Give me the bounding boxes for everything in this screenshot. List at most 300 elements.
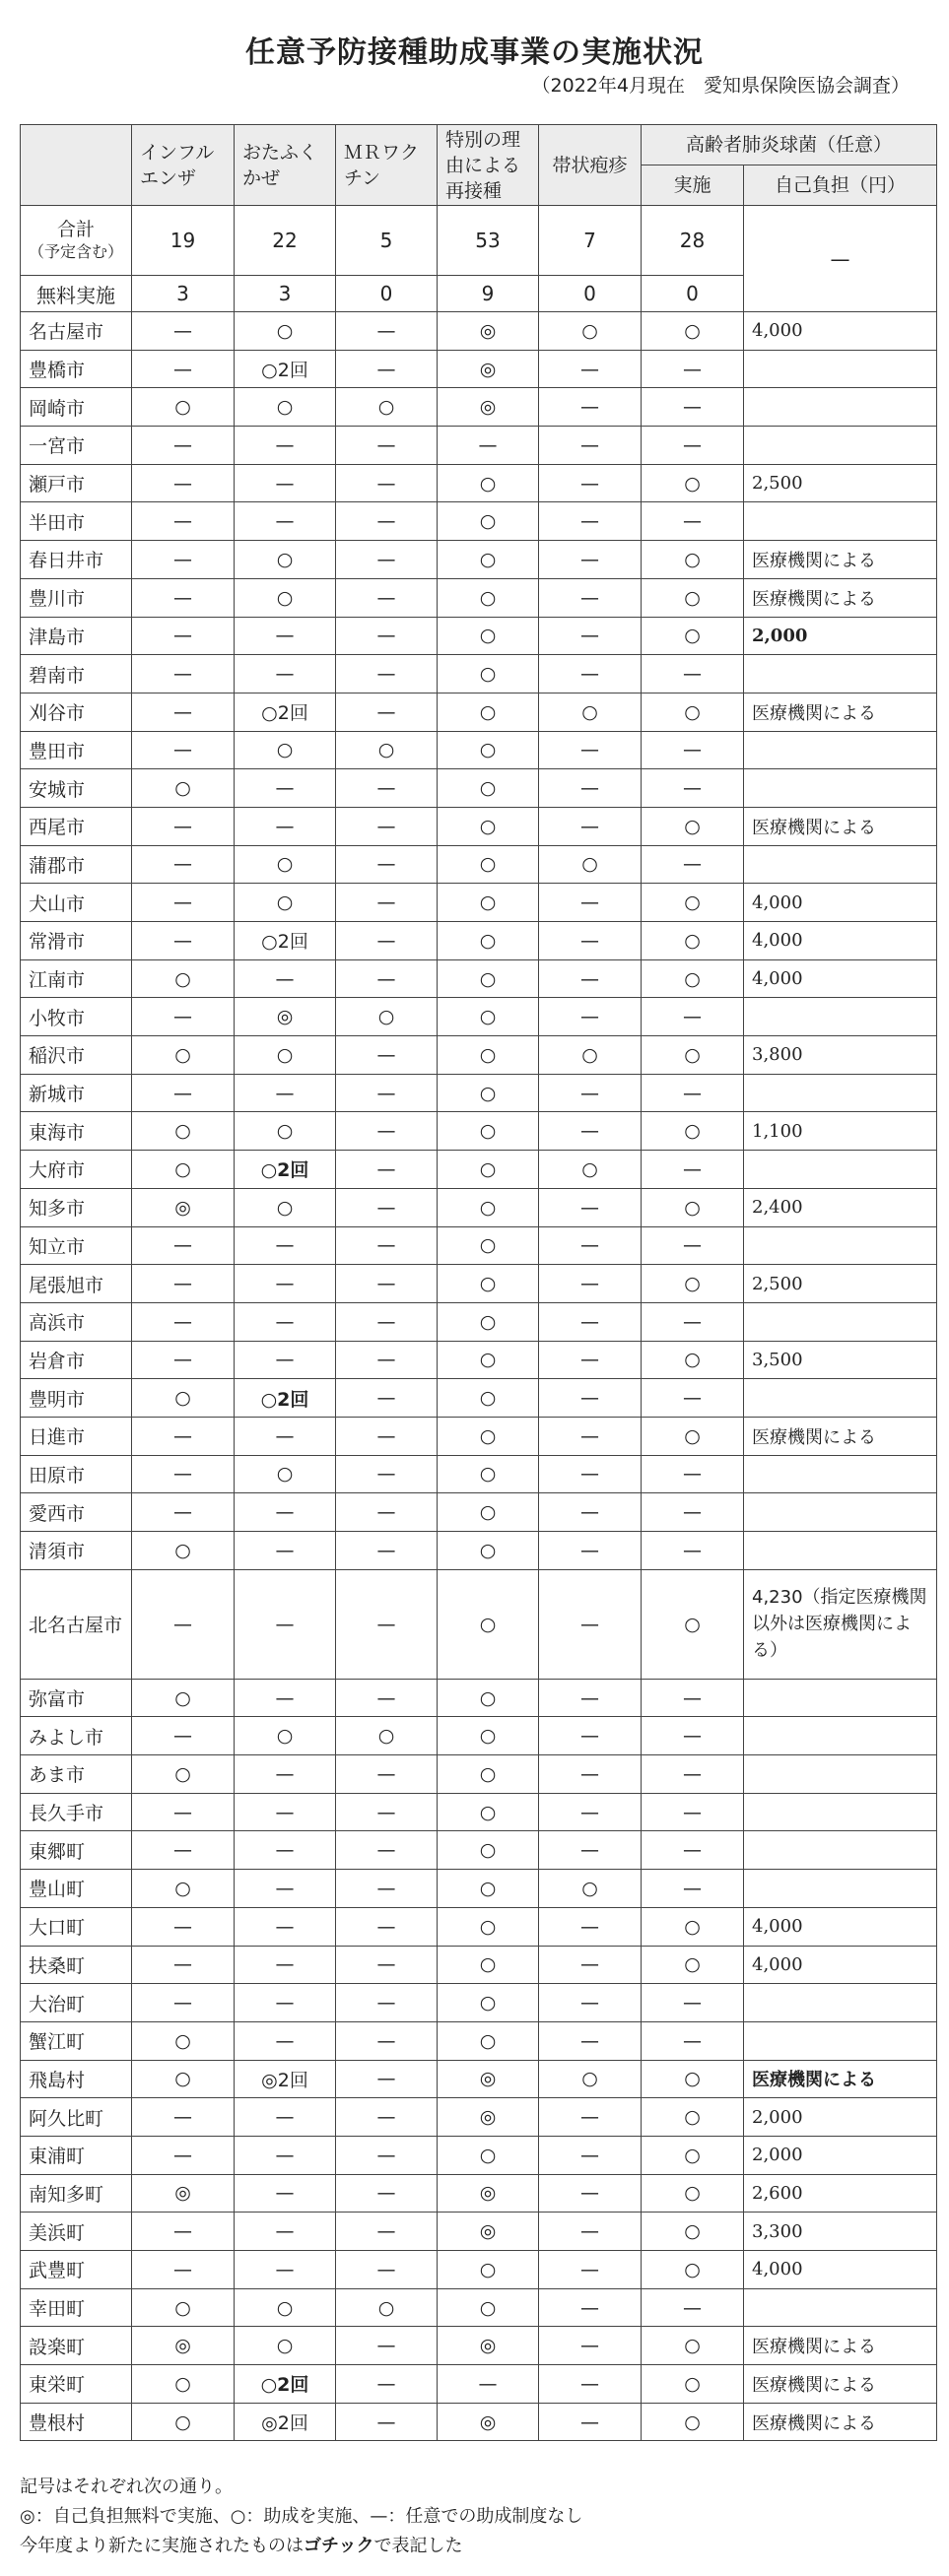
municipality-name: 蒲郡市 [21, 845, 132, 884]
municipality-name: 東浦町 [21, 2136, 132, 2174]
cell-influenza: ◎ [132, 1188, 235, 1226]
summary-rows [21, 206, 937, 312]
table-row [21, 1907, 937, 1946]
cell-special: ○ [438, 1569, 539, 1679]
cell-influenza: — [132, 2136, 235, 2174]
municipality-name: 東栄町 [21, 2365, 132, 2404]
table-row [21, 1755, 937, 1794]
cell-influenza: — [132, 693, 235, 731]
municipality-name: 武豊町 [21, 2251, 132, 2289]
cell-pneumo: — [642, 1226, 744, 1265]
cell-special: ◎ [438, 2174, 539, 2213]
cell-mr: — [336, 1226, 438, 1265]
cell-influenza: — [132, 731, 235, 769]
cell-pneumo: — [642, 1074, 744, 1112]
cell-pneumo-cost [744, 1793, 937, 1831]
cell-shingles: ○ [539, 312, 642, 351]
cell-shingles: — [539, 2136, 642, 2174]
cell-mumps: — [235, 655, 336, 694]
cell-mr: — [336, 2098, 438, 2137]
cell-mr: — [336, 769, 438, 808]
cell-shingles: — [539, 502, 642, 541]
cell-mumps: — [235, 1417, 336, 1455]
cell-mumps: ○2回 [235, 1151, 336, 1189]
cell-influenza: — [132, 1074, 235, 1112]
cell-pneumo-cost: 医療機関による [744, 693, 937, 731]
cell-pneumo-cost: 3,500 [744, 1341, 937, 1379]
table-row [21, 388, 937, 427]
cell-special: ○ [438, 998, 539, 1036]
cell-pneumo-cost [744, 1532, 937, 1570]
municipality-name: 瀬戸市 [21, 464, 132, 502]
cell-mumps: ○ [235, 2327, 336, 2365]
cell-shingles: — [539, 1112, 642, 1151]
cell-shingles: — [539, 1569, 642, 1679]
cell-pneumo-cost [744, 845, 937, 884]
cell-pneumo-cost: 4,000 [744, 922, 937, 960]
cell-influenza: — [132, 2251, 235, 2289]
cell-influenza: — [132, 1984, 235, 2022]
cell-mr: — [336, 884, 438, 922]
cell-special: ○ [438, 1455, 539, 1493]
cell-special: ◎ [438, 312, 539, 351]
cell-special: ○ [438, 1226, 539, 1265]
cell-mr: — [336, 1188, 438, 1226]
cell-mr: — [336, 2060, 438, 2098]
cell-pneumo-cost: 医療機関による [744, 807, 937, 845]
municipality-name: 大府市 [21, 1151, 132, 1189]
cell-shingles: — [539, 427, 642, 465]
cell-pneumo-cost: 医療機関による [744, 578, 937, 617]
municipality-name: 一宮市 [21, 427, 132, 465]
cell-shingles: — [539, 2365, 642, 2404]
table-row [21, 655, 937, 694]
cell-mr: — [336, 807, 438, 845]
cell-influenza: ○ [132, 1151, 235, 1189]
table-row [21, 998, 937, 1036]
cell-mr: — [336, 617, 438, 655]
cell-pneumo-cost [744, 1379, 937, 1418]
table-row [21, 2174, 937, 2213]
cell-mumps: — [235, 464, 336, 502]
cell-mr: — [336, 1984, 438, 2022]
cell-special: ○ [438, 1036, 539, 1075]
cell-mumps: — [235, 1984, 336, 2022]
cell-shingles: — [539, 1717, 642, 1755]
table-row [21, 884, 937, 922]
cell-influenza: — [132, 617, 235, 655]
cell-special: ○ [438, 464, 539, 502]
cell-influenza: — [132, 1493, 235, 1532]
cell-pneumo-cost: 1,100 [744, 1112, 937, 1151]
cell-shingles: — [539, 2327, 642, 2365]
cell-mumps: — [235, 807, 336, 845]
table-row [21, 1455, 937, 1493]
cell-influenza: — [132, 1265, 235, 1303]
municipality-name: 清須市 [21, 1532, 132, 1570]
cell-pneumo: ○ [642, 959, 744, 998]
municipality-name: 弥富市 [21, 1679, 132, 1717]
note-line-2: ◎：自己負担無料で実施、○：助成を実施、—：任意での助成制度なし [20, 2506, 583, 2527]
cell-special: ◎ [438, 2060, 539, 2098]
total-shingles: 7 [539, 206, 642, 276]
cell-pneumo: ○ [642, 1569, 744, 1679]
table-row [21, 1074, 937, 1112]
header-mr-vaccine: ＭＲワク チン [336, 125, 438, 206]
cell-pneumo-cost: 3,800 [744, 1036, 937, 1075]
cell-mr: — [336, 1907, 438, 1946]
cell-pneumo: — [642, 1717, 744, 1755]
cell-special: ○ [438, 1379, 539, 1418]
cell-pneumo-cost [744, 769, 937, 808]
cell-mumps: — [235, 502, 336, 541]
total-pneumo: 28 [642, 206, 744, 276]
table-row [21, 2136, 937, 2174]
cell-influenza: ◎ [132, 2327, 235, 2365]
cell-mumps: ○2回 [235, 1379, 336, 1418]
table-row [21, 312, 937, 351]
cell-pneumo: ○ [642, 2060, 744, 2098]
cell-shingles: — [539, 1265, 642, 1303]
cell-mr: — [336, 1417, 438, 1455]
table-row [21, 2021, 937, 2060]
cell-shingles: ○ [539, 1036, 642, 1075]
cell-shingles: ○ [539, 1870, 642, 1908]
cell-mr: — [336, 350, 438, 388]
table-row [21, 2288, 937, 2327]
cell-mr: — [336, 1455, 438, 1493]
cell-mr: — [336, 959, 438, 998]
cell-special: ◎ [438, 2098, 539, 2137]
cell-pneumo: ○ [642, 1907, 744, 1946]
table-row [21, 807, 937, 845]
municipality-name: 豊田市 [21, 731, 132, 769]
cell-pneumo-cost: 4,000 [744, 2251, 937, 2289]
cell-pneumo: ○ [642, 693, 744, 731]
municipality-name: 刈谷市 [21, 693, 132, 731]
table-row [21, 922, 937, 960]
cell-mr: — [336, 1793, 438, 1831]
cell-influenza: — [132, 1455, 235, 1493]
cell-pneumo: ○ [642, 1112, 744, 1151]
cell-mumps: — [235, 1493, 336, 1532]
cell-pneumo-cost [744, 388, 937, 427]
cell-mumps: ○ [235, 1188, 336, 1226]
table-row [21, 2060, 937, 2098]
cell-mr: ○ [336, 998, 438, 1036]
cell-mr: — [336, 1036, 438, 1075]
cell-shingles: — [539, 2251, 642, 2289]
table-row [21, 2213, 937, 2251]
cell-mumps: — [235, 1226, 336, 1265]
cell-shingles: — [539, 1984, 642, 2022]
table-row [21, 464, 937, 502]
table-row [21, 1569, 937, 1679]
cell-special: ○ [438, 1112, 539, 1151]
cell-pneumo-cost [744, 1151, 937, 1189]
cell-mumps: — [235, 427, 336, 465]
cell-influenza: — [132, 884, 235, 922]
cell-mr: ○ [336, 731, 438, 769]
cell-pneumo: ○ [642, 2136, 744, 2174]
cell-influenza: — [132, 655, 235, 694]
cell-special: ○ [438, 1870, 539, 1908]
table-row [21, 1984, 937, 2022]
table-row [21, 769, 937, 808]
cell-shingles: — [539, 884, 642, 922]
cell-mr: — [336, 2136, 438, 2174]
cell-influenza: ○ [132, 1532, 235, 1570]
cell-influenza: ○ [132, 388, 235, 427]
cell-pneumo: — [642, 1870, 744, 1908]
cell-shingles: — [539, 2403, 642, 2441]
table-row [21, 1493, 937, 1532]
municipality-name: 豊川市 [21, 578, 132, 617]
cell-mr: — [336, 2365, 438, 2404]
cell-special: ○ [438, 2136, 539, 2174]
cell-special: ○ [438, 1493, 539, 1532]
cell-pneumo: — [642, 1755, 744, 1794]
cell-pneumo: ○ [642, 2251, 744, 2289]
cell-special: ○ [438, 1417, 539, 1455]
cell-influenza: — [132, 1341, 235, 1379]
cell-special: ○ [438, 1532, 539, 1570]
cell-pneumo: — [642, 427, 744, 465]
cell-shingles: — [539, 1907, 642, 1946]
cell-pneumo: — [642, 769, 744, 808]
cell-shingles: — [539, 2288, 642, 2327]
cell-pneumo-cost [744, 1226, 937, 1265]
cell-shingles: — [539, 1679, 642, 1717]
cell-mumps: ○ [235, 1455, 336, 1493]
cell-mr: ○ [336, 1717, 438, 1755]
table-row [21, 502, 937, 541]
cell-mr: — [336, 1946, 438, 1984]
cell-influenza: — [132, 502, 235, 541]
cell-pneumo: ○ [642, 464, 744, 502]
cell-shingles: — [539, 959, 642, 998]
cell-shingles: — [539, 998, 642, 1036]
municipality-name: 安城市 [21, 769, 132, 808]
cell-mr: — [336, 502, 438, 541]
header-pneumo-impl: 実施 [642, 165, 744, 206]
cell-pneumo-cost [744, 1074, 937, 1112]
cell-pneumo: — [642, 1379, 744, 1418]
cell-pneumo-cost: 医療機関による [744, 2403, 937, 2441]
cell-shingles: — [539, 1532, 642, 1570]
table-row [21, 845, 937, 884]
cell-special: ○ [438, 1679, 539, 1717]
cell-special: ○ [438, 2021, 539, 2060]
total-cost: — [744, 206, 937, 312]
cell-mr: — [336, 1755, 438, 1794]
table-row [21, 1946, 937, 1984]
cell-special: ○ [438, 1907, 539, 1946]
cell-mr: — [336, 578, 438, 617]
cell-influenza: — [132, 1302, 235, 1341]
municipality-name: 稲沢市 [21, 1036, 132, 1075]
cell-pneumo-cost: 2,000 [744, 617, 937, 655]
cell-pneumo: ○ [642, 2213, 744, 2251]
total-label: 合計 （予定含む） [21, 206, 132, 276]
cell-mr: — [336, 1493, 438, 1532]
cell-influenza: — [132, 807, 235, 845]
cell-mr: — [336, 312, 438, 351]
cell-pneumo-cost [744, 731, 937, 769]
cell-pneumo: ○ [642, 541, 744, 579]
cell-mumps: — [235, 769, 336, 808]
cell-mr: — [336, 1112, 438, 1151]
municipality-name: 豊明市 [21, 1379, 132, 1418]
cell-mumps: — [235, 2098, 336, 2137]
municipality-name: 南知多町 [21, 2174, 132, 2213]
cell-pneumo-cost: 3,300 [744, 2213, 937, 2251]
cell-special: ○ [438, 1717, 539, 1755]
cell-pneumo: — [642, 731, 744, 769]
cell-pneumo: — [642, 1679, 744, 1717]
cell-pneumo-cost [744, 1984, 937, 2022]
municipality-name: みよし市 [21, 1717, 132, 1755]
table-row [21, 1532, 937, 1570]
cell-mumps: ○ [235, 388, 336, 427]
cell-mr: — [336, 2213, 438, 2251]
cell-influenza: — [132, 578, 235, 617]
header-mumps: おたふく かぜ [235, 125, 336, 206]
cell-mumps: ◎ [235, 998, 336, 1036]
cell-pneumo: ○ [642, 312, 744, 351]
cell-mr: — [336, 1831, 438, 1870]
cell-mr: — [336, 845, 438, 884]
cell-pneumo: — [642, 1831, 744, 1870]
cell-shingles: — [539, 541, 642, 579]
municipality-name: 飛島村 [21, 2060, 132, 2098]
cell-pneumo-cost: 医療機関による [744, 541, 937, 579]
cell-influenza: — [132, 464, 235, 502]
cell-mr: — [336, 2174, 438, 2213]
cell-influenza: — [132, 350, 235, 388]
cell-pneumo-cost: 医療機関による [744, 2060, 937, 2098]
municipality-name: 幸田町 [21, 2288, 132, 2327]
table-row [21, 578, 937, 617]
cell-influenza: ○ [132, 1870, 235, 1908]
municipality-name: 知立市 [21, 1226, 132, 1265]
cell-pneumo-cost [744, 2021, 937, 2060]
free-special: 9 [438, 276, 539, 312]
cell-special: ○ [438, 541, 539, 579]
cell-mumps: ○2回 [235, 2365, 336, 2404]
cell-pneumo: — [642, 2021, 744, 2060]
cell-special: ○ [438, 884, 539, 922]
cell-mumps: — [235, 2136, 336, 2174]
municipality-name: 豊橋市 [21, 350, 132, 388]
cell-pneumo: — [642, 1984, 744, 2022]
table-row [21, 541, 937, 579]
note-line-1: 記号はそれぞれ次の通り。 [20, 2477, 233, 2497]
cell-mr: — [336, 693, 438, 731]
cell-pneumo-cost [744, 1831, 937, 1870]
table-row [21, 1151, 937, 1189]
cell-pneumo-cost [744, 1679, 937, 1717]
cell-pneumo-cost: 2,600 [744, 2174, 937, 2213]
cell-special: ◎ [438, 2403, 539, 2441]
cell-pneumo-cost [744, 1755, 937, 1794]
cell-influenza: ○ [132, 1755, 235, 1794]
cell-mumps: ○2回 [235, 693, 336, 731]
cell-pneumo-cost: 2,000 [744, 2136, 937, 2174]
municipality-name: 西尾市 [21, 807, 132, 845]
cell-shingles: — [539, 1379, 642, 1418]
cell-shingles: — [539, 388, 642, 427]
cell-mumps: — [235, 2251, 336, 2289]
cell-special: ○ [438, 617, 539, 655]
municipality-name: 日進市 [21, 1417, 132, 1455]
cell-influenza: — [132, 2213, 235, 2251]
cell-special: ○ [438, 1302, 539, 1341]
cell-influenza: — [132, 2098, 235, 2137]
cell-shingles: — [539, 1793, 642, 1831]
cell-shingles: — [539, 464, 642, 502]
table-row [21, 2251, 937, 2289]
cell-mr: — [336, 541, 438, 579]
cell-influenza: — [132, 312, 235, 351]
cell-mumps: — [235, 1302, 336, 1341]
cell-mumps: ○ [235, 1112, 336, 1151]
header-influenza: インフル エンザ [132, 125, 235, 206]
cell-shingles: — [539, 1455, 642, 1493]
cell-pneumo-cost [744, 502, 937, 541]
cell-pneumo: — [642, 1302, 744, 1341]
cell-special: — [438, 427, 539, 465]
cell-mumps: — [235, 1831, 336, 1870]
cell-pneumo-cost: 2,500 [744, 1265, 937, 1303]
cell-shingles: — [539, 1074, 642, 1112]
header-special-revaccination: 特別の理 由による 再接種 [438, 125, 539, 206]
cell-pneumo-cost: 4,000 [744, 959, 937, 998]
cell-special: ◎ [438, 388, 539, 427]
cell-pneumo-cost: 4,000 [744, 1907, 937, 1946]
cell-pneumo: ○ [642, 2098, 744, 2137]
municipality-name: 豊根村 [21, 2403, 132, 2441]
free-mumps: 3 [235, 276, 336, 312]
cell-pneumo: ○ [642, 1417, 744, 1455]
cell-mumps: — [235, 1907, 336, 1946]
cell-special: ○ [438, 655, 539, 694]
cell-pneumo: — [642, 998, 744, 1036]
cell-special: ○ [438, 502, 539, 541]
cell-shingles: — [539, 1302, 642, 1341]
table-row [21, 1717, 937, 1755]
cell-special: — [438, 2365, 539, 2404]
municipality-name: 東海市 [21, 1112, 132, 1151]
cell-special: ○ [438, 1946, 539, 1984]
cell-influenza: — [132, 427, 235, 465]
cell-shingles: — [539, 1831, 642, 1870]
cell-mr: — [336, 922, 438, 960]
cell-influenza: ○ [132, 1112, 235, 1151]
table-row [21, 731, 937, 769]
cell-shingles: — [539, 655, 642, 694]
cell-pneumo: — [642, 845, 744, 884]
cell-pneumo-cost: 医療機関による [744, 2365, 937, 2404]
municipality-name: 岩倉市 [21, 1341, 132, 1379]
cell-mr: — [336, 1074, 438, 1112]
cell-pneumo: ○ [642, 617, 744, 655]
table-row [21, 1341, 937, 1379]
summary-total-row [21, 206, 937, 276]
cell-mumps: ○ [235, 541, 336, 579]
cell-pneumo-cost [744, 2288, 937, 2327]
cell-special: ○ [438, 1265, 539, 1303]
